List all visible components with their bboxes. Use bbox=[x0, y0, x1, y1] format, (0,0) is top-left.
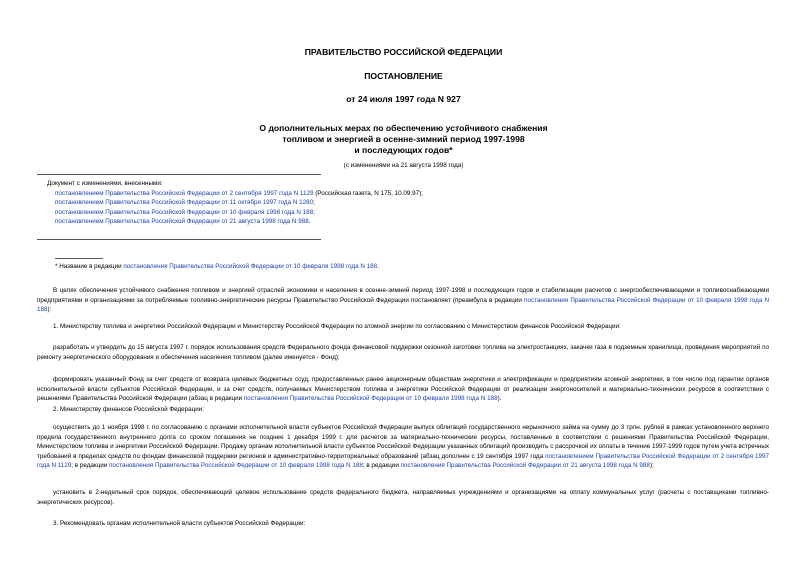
amendment-link[interactable]: постановлением Правительства Российской Федерации от 2 сентября 1997 года N 1129 bbox=[55, 189, 314, 197]
amendments-heading: Документ с изменениями, внесенными: bbox=[47, 180, 163, 187]
title-line-1: О дополнительных мерах по обеспечению устойчивого снабжения bbox=[259, 123, 548, 133]
government-heading: ПРАВИТЕЛЬСТВО РОССИЙСКОЙ ФЕДЕРАЦИИ bbox=[304, 47, 503, 57]
amendment-item: постановлением Правительства Российской Федерации от 21 августа 1998 года N 988. bbox=[55, 218, 311, 226]
p6-link-3[interactable]: постановления Правительства Российской Федерации от 21 августа 1998 года N 988 bbox=[400, 462, 650, 470]
p6-link-1[interactable]: постановлением Правительства Российской Федерации от 2 сентября 1997 года N 1129 bbox=[37, 452, 769, 470]
amendment-link[interactable]: постановлением Правительства Российской Федерации от 21 августа 1998 года N 988 bbox=[55, 218, 309, 226]
item-1-paragraph: 1. Министерству топлива и энергетики Российской Федерации и Министерству Российской Федерации по атомной энергии по согласованию с Министерством финансов Российской Федерации: bbox=[53, 323, 621, 330]
document-type: ПОСТАНОВЛЕНИЕ bbox=[364, 71, 443, 81]
amendment-item: постановлением Правительства Российской Федерации от 11 октября 1997 года N 1280; bbox=[55, 199, 315, 207]
item-2-subparagraph-b: установить в 2-недельный срок порядок, обеспечивающий целевое использование средств федерального бюджета, направляемых учреждениями и организациями на оплату коммунальных услуг (расчеты с поставщиками топливно-энергетических ресурсов). bbox=[37, 489, 769, 506]
footnote-link[interactable]: постановления Правительства Российской Федерации от 10 февраля 1998 года N 188 bbox=[123, 263, 378, 270]
preamble-link[interactable]: постановления Правительства Российской Федерации от 10 февраля 1998 года N 188 bbox=[37, 296, 770, 314]
amendment-link[interactable]: постановлением Правительства Российской Федерации от 10 февраля 1998 года N 188 bbox=[55, 208, 314, 216]
amendments-top-rule bbox=[37, 174, 321, 175]
amendments-bottom-rule bbox=[37, 239, 321, 240]
footnote-rule bbox=[55, 258, 103, 259]
item-2-subparagraph-a: осуществить до 1 ноября 1998 г. по согласованию с органами исполнительной власти субъектов Российской Федерации выпуск облигаций государственного нерыночного займа на сумму до 3 трлн. рублей в рамках установленного верхнего предела государственного внутреннего долга со сроком погашения не позднее 1 декабря 1999 г. для расчетов за материально-технические ресурсы, поставленные в соответствии с решениями Правительства Российской Федерации, Министерством топлива и энергетики Российской Федерации. Продажу органам исполнительной власти субъектов Российской Федерации указанных облигаций производить с рассрочкой их оплаты в течение 1997-1999 годов путем учета встречных требований в пределах средств по фондам финансовой поддержки регионов и административно-территориальных образований (абзац дополнен с 19 сентября 1997 года постановлением Правительства Российской Федерации от 2 сентября 1997 года N 1129; в редакции постановления Правительства Российской Федерации от 10 февраля 1998 года N 188; в редакции постановления Правительства Российской Федерации от 21 августа 1998 года N 988); bbox=[37, 424, 769, 470]
document-title bbox=[0, 123, 807, 156]
title-line-3: и последующих годов* bbox=[354, 145, 453, 155]
amendment-item: постановлением Правительства Российской Федерации от 2 сентября 1997 года N 1129 (Российская газета, N 175, 10.09.97); bbox=[55, 189, 423, 197]
item-1-subparagraph-b: формировать указанный Фонд за счет средств от возврата целевых бюджетных ссуд, предоставленных ранее акционерным обществам энергетики и электрификации и предприятиям атомной энергетики, в том числе под гарантии органов исполнительной власти субъектов Российской Федерации, и за счет средств, получаемых Министерством топлива и энергетики Российской Федерации от реализации энергоносителей и материально-технических ресурсов в соответствии с решениями Правительства Российской Федерации (абзац в редакции постановления Правительства Российской Федерации от 10 февраля 1998 года N 188). bbox=[37, 376, 769, 403]
item-3-paragraph: 3. Рекомендовать органам исполнительной власти субъектов Российской Федерации: bbox=[53, 520, 306, 527]
document-date-number: от 24 июля 1997 года N 927 bbox=[346, 94, 461, 104]
p6-link-2[interactable]: постановления Правительства Российской Федерации от 10 февраля 1998 года N 188 bbox=[109, 462, 363, 470]
amendment-link[interactable]: постановлением Правительства Российской Федерации от 11 октября 1997 года N 1280 bbox=[55, 199, 314, 207]
title-line-2: топливом и энергией в осенне-зимний период 1997-1998 bbox=[282, 134, 525, 144]
amended-note: (с изменениями на 21 августа 1998 года) bbox=[343, 162, 464, 169]
footnote: * Название в редакции постановления Правительства Российской Федерации от 10 февраля 1998 года N 188. bbox=[55, 263, 379, 270]
amendments-block bbox=[47, 179, 767, 227]
amendment-item: постановлением Правительства Российской Федерации от 10 февраля 1998 года N 188; bbox=[55, 208, 315, 216]
p4-link[interactable]: постановления Правительства Российской Федерации от 10 февраля 1998 года N 188 bbox=[243, 395, 498, 403]
preamble-paragraph: В целях обеспечения устойчивого снабжения топливом и энергией отраслей экономики и населения в осенне-зимний период 1997-1998 и последующих годов и стабилизации расчетов с энергообеспечивающими и топливоснабжающими предприятиями и организациями за потребляемые топливно-энергетические ресурсы Правительство Российской Федерации постановляет (преамбула в редакции постановления Правительства Российской Федерации от 10 февраля 1998 года N 188): bbox=[37, 287, 770, 314]
item-1-subparagraph-a: разработать и утвердить до 15 августа 1997 г. порядок использования средств Федерального фонда финансовой поддержки сезонной заготовки топлива на электростанциях, закачки газа в подземные хранилища, проведения мероприятий по ремонту энергетического оборудования и обеспечения населения топливом (далее именуется - Фонд); bbox=[37, 344, 769, 361]
item-2-paragraph: 2. Министерству финансов Российской Федерации: bbox=[53, 406, 205, 413]
